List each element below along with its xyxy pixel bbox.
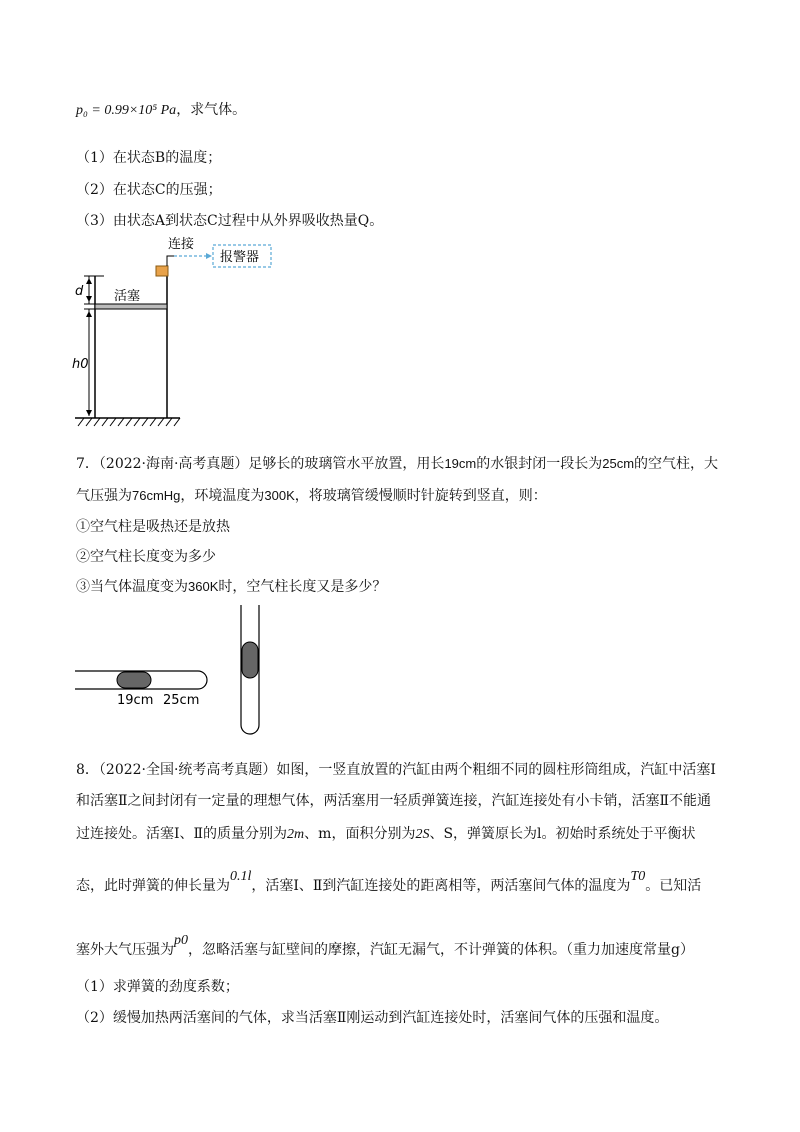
q7-line2-suffix: ，将玻璃管缓慢顺时针旋转到竖直，则： [294,488,547,504]
d-label: d [75,284,84,299]
p0-suffix: ，求气体。 [176,102,247,118]
q7-line2-mid: ，环境温度为 [180,488,265,504]
q8-line1: 8．（2022·全国·统考高考真题）如图，一竖直放置的汽缸由两个粗细不同的圆柱形筒组成，汽缸中活塞Ⅰ [76,762,716,778]
q8-line2: 和活塞Ⅱ之间封闭有一定量的理想气体，两活塞用一轻质弹簧连接，汽缸连接处有小卡销，活塞Ⅱ不能通 [76,793,712,809]
q8-line4-a: 态，此时弹簧的伸长量为 [76,878,230,894]
connect-label: 连接 [168,237,195,252]
q8-line5-a: 塞外大气压强为 [76,942,174,958]
q8-sub2: （2）缓慢加热两活塞间的气体，求当活塞Ⅱ刚运动到汽缸连接处时，活塞间气体的压强和温度。 [76,1010,669,1026]
q7-line1-mid: 的水银封闭一段长为 [476,456,603,472]
q7-item2: ②空气柱长度变为多少 [76,549,216,565]
q7-item3 [76,577,386,597]
q7-len2: 25cm [602,456,635,471]
q7-line2-prefix: 气压强为 [76,488,132,504]
q7-len1: 19cm [444,456,477,471]
label-25cm: 25cm [163,693,200,708]
h0-label: h0 [72,357,89,372]
q7-line1 [76,454,718,474]
q8-line4 [76,869,702,897]
q8-line4-b: ，活塞Ⅰ、Ⅱ到汽缸连接处的距离相等，两活塞间气体的温度为 [251,878,631,894]
q8-line5 [76,933,694,961]
piston-label: 活塞 [114,289,141,304]
p0-formula: p₀ = 0.99×10⁵ Pa [76,103,177,118]
q7-tube-figure [70,600,290,740]
q7-line1-prefix: 7．（2022·海南·高考真题）足够长的玻璃管水平放置，用长 [76,456,445,472]
q6-p0-line [76,100,246,121]
q7-item3-temp: 360K [188,579,219,594]
q8-sub1: （1）求弹簧的劲度系数； [76,979,239,995]
q6-sub1: （1）在状态B的温度； [76,150,222,166]
q6-cylinder-figure [70,228,290,428]
q7-item3-suffix: 时，空气柱长度又是多少？ [218,579,387,595]
label-19cm: 19cm [117,693,154,708]
q8-extension: 0.1l [230,869,252,884]
q8-mass: 2m [287,827,305,842]
q8-temp: T0 [630,869,646,884]
q8-line3-b: 、m，面积分别为 [304,826,416,842]
q8-area: 2S [415,827,430,842]
q7-pressure: 76cmHg [132,488,181,503]
q7-line1-suffix: 的空气柱，大 [634,456,719,472]
q8-line4-c: 。已知活 [645,878,702,894]
q8-line3 [76,824,696,845]
q8-line3-a: 过连接处。活塞Ⅰ、Ⅱ的质量分别为 [76,826,288,842]
q6-sub2: （2）在状态C的压强； [76,182,222,198]
q7-item1: ①空气柱是吸热还是放热 [76,519,230,535]
q8-line5-b: ，忽略活塞与缸壁间的摩擦，汽缸无漏气，不计弹簧的体积。（重力加速度常量g） [188,942,694,958]
q8-pressure: p0 [174,933,188,948]
q7-temp: 300K [264,488,295,503]
alarm-label: 报警器 [220,250,260,265]
q6-sub3: （3）由状态A到状态C过程中从外界吸收热量Q。 [76,213,384,229]
q7-item3-prefix: ③当气体温度变为 [76,579,188,595]
q8-line3-c: 、S，弹簧原长为l。初始时系统处于平衡状 [429,826,696,842]
q7-line2 [76,486,547,506]
